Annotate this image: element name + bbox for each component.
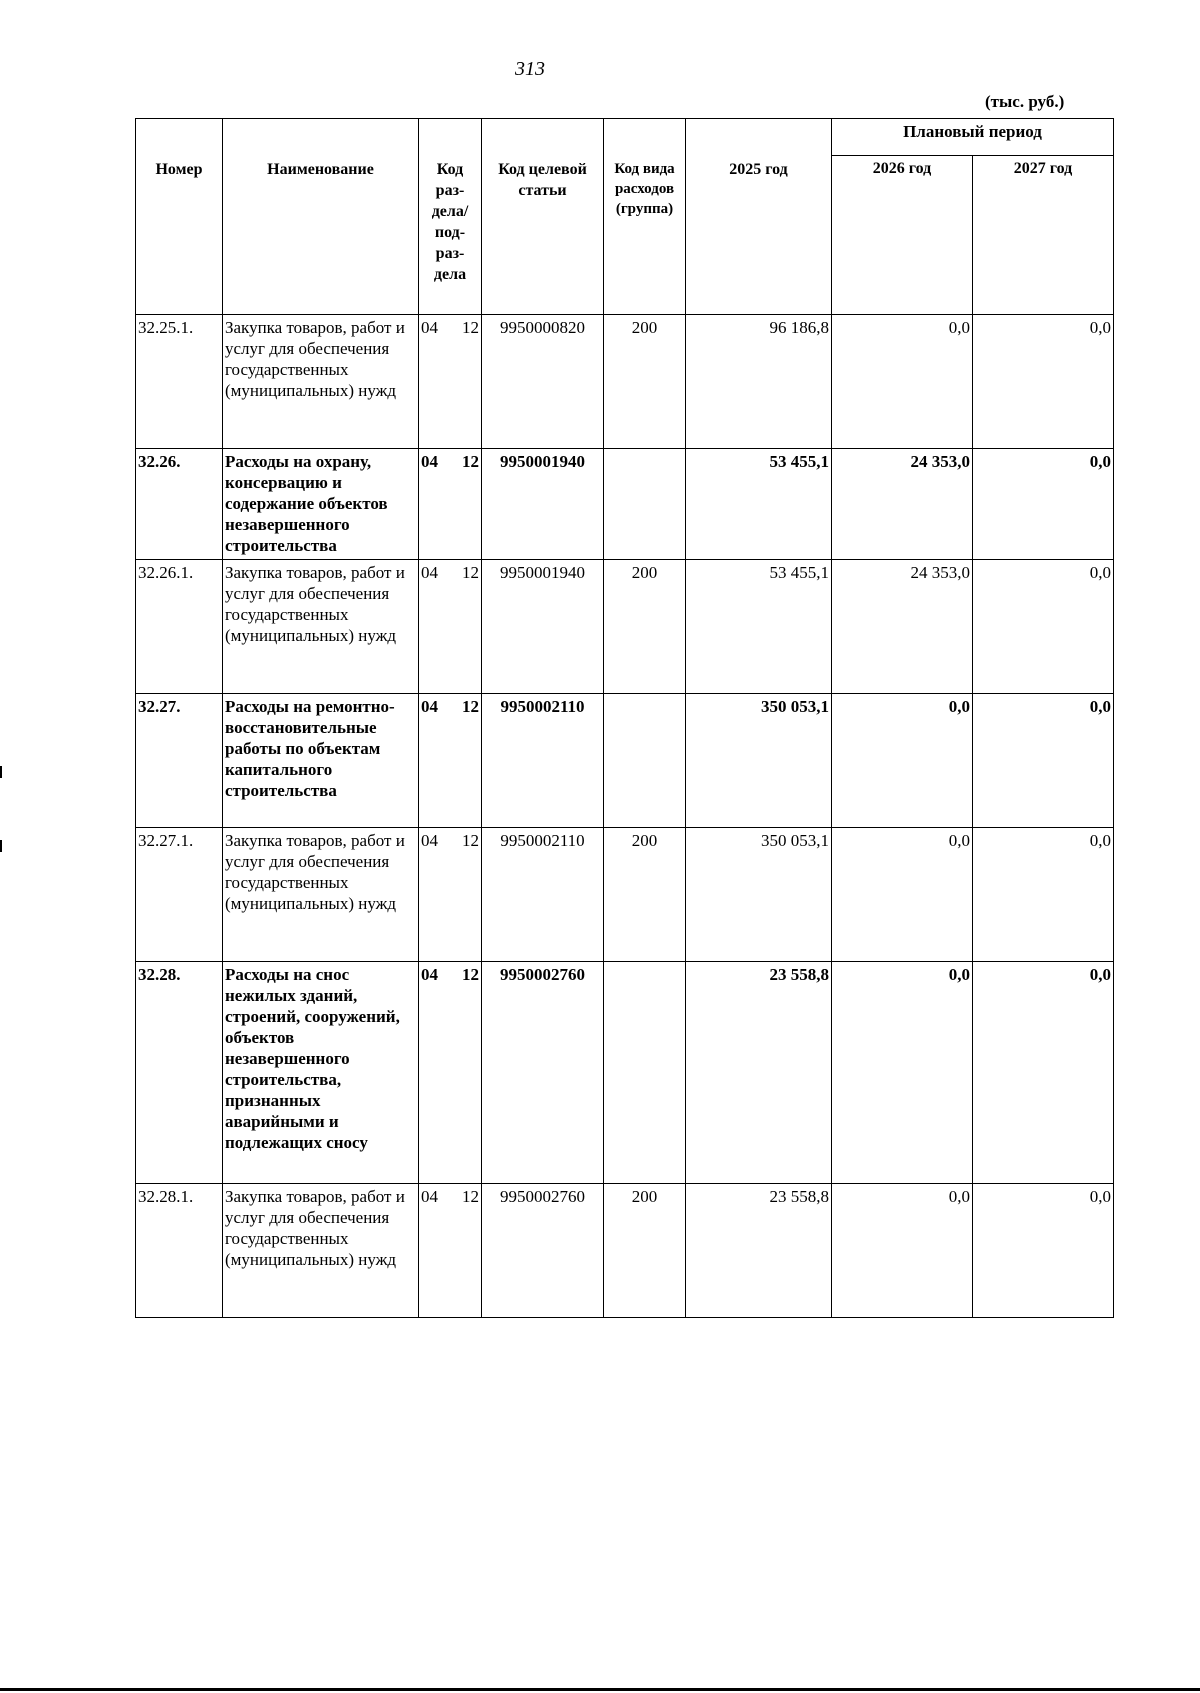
row-section-code	[419, 449, 482, 560]
row-name: Закупка товаров, работ и услуг для обеспечения государственных (муниципальных) нужд	[223, 560, 419, 694]
header-section-code: Код раз-дела/ под-раз-дела	[419, 119, 482, 315]
row-section: 04	[421, 452, 438, 471]
row-section: 04	[421, 563, 438, 582]
row-year-2025: 350 053,1	[686, 694, 832, 828]
header-year-2025: 2025 год	[686, 119, 832, 315]
table-row	[136, 828, 1114, 962]
row-expense-type: 200	[604, 828, 686, 962]
scan-edge-mark	[0, 766, 2, 778]
row-number: 32.28.1.	[136, 1184, 223, 1318]
row-expense-type	[604, 449, 686, 560]
row-expense-type	[604, 694, 686, 828]
row-name: Расходы на охрану, консервацию и содержание объектов незавершенного строительства	[223, 449, 419, 560]
row-section: 04	[421, 1187, 438, 1206]
row-year-2027: 0,0	[973, 694, 1114, 828]
row-target-code: 9950002760	[482, 962, 604, 1184]
row-year-2026: 24 353,0	[832, 560, 973, 694]
row-year-2025: 53 455,1	[686, 560, 832, 694]
row-number: 32.25.1.	[136, 315, 223, 449]
table-row	[136, 694, 1114, 828]
row-expense-type: 200	[604, 315, 686, 449]
row-number: 32.27.1.	[136, 828, 223, 962]
row-year-2026: 0,0	[832, 962, 973, 1184]
row-subsection: 12	[462, 831, 479, 850]
header-year-2026: 2026 год	[832, 156, 973, 315]
table-row	[136, 962, 1114, 1184]
row-section: 04	[421, 318, 438, 337]
row-year-2025: 53 455,1	[686, 449, 832, 560]
row-section-code	[419, 962, 482, 1184]
row-target-code: 9950001940	[482, 560, 604, 694]
row-number: 32.26.	[136, 449, 223, 560]
row-section-code	[419, 694, 482, 828]
page-number: 313	[515, 58, 545, 80]
row-year-2027: 0,0	[973, 1184, 1114, 1318]
units-label: (тыс. руб.)	[985, 92, 1065, 111]
row-section-code	[419, 315, 482, 449]
row-year-2026: 0,0	[832, 694, 973, 828]
row-subsection: 12	[462, 1187, 479, 1206]
row-section-code	[419, 828, 482, 962]
row-year-2026: 0,0	[832, 315, 973, 449]
row-number: 32.27.	[136, 694, 223, 828]
row-section-code	[419, 560, 482, 694]
scan-edge-mark	[0, 840, 2, 852]
scan-bottom-edge	[0, 1688, 1200, 1691]
table-body	[136, 315, 1114, 1318]
row-target-code: 9950002760	[482, 1184, 604, 1318]
table-header-row	[136, 119, 1114, 156]
row-section: 04	[421, 965, 438, 984]
row-year-2027: 0,0	[973, 828, 1114, 962]
header-year-2027: 2027 год	[973, 156, 1114, 315]
table-row	[136, 449, 1114, 560]
row-year-2026: 0,0	[832, 828, 973, 962]
row-section: 04	[421, 831, 438, 850]
row-section-code	[419, 1184, 482, 1318]
row-section: 04	[421, 697, 438, 716]
row-target-code: 9950001940	[482, 449, 604, 560]
row-name: Расходы на снос нежилых зданий, строений, сооружений, объектов незавершенного строительства, признанных аварийными и подлежащих сносу	[223, 962, 419, 1184]
row-target-code: 9950002110	[482, 694, 604, 828]
row-name: Закупка товаров, работ и услуг для обеспечения государственных (муниципальных) нужд	[223, 1184, 419, 1318]
header-plan-period: Плановый период	[832, 119, 1114, 156]
row-year-2027: 0,0	[973, 962, 1114, 1184]
row-name: Закупка товаров, работ и услуг для обеспечения государственных (муниципальных) нужд	[223, 315, 419, 449]
row-subsection: 12	[462, 697, 479, 716]
table-row	[136, 1184, 1114, 1318]
row-expense-type: 200	[604, 1184, 686, 1318]
row-target-code: 9950002110	[482, 828, 604, 962]
row-year-2027: 0,0	[973, 449, 1114, 560]
row-year-2027: 0,0	[973, 560, 1114, 694]
row-name: Расходы на ремонтно-восстановительные работы по объектам капитального строительства	[223, 694, 419, 828]
table-row	[136, 315, 1114, 449]
row-number: 32.28.	[136, 962, 223, 1184]
row-number: 32.26.1.	[136, 560, 223, 694]
row-subsection: 12	[462, 318, 479, 337]
header-target-code: Код целевой статьи	[482, 119, 604, 315]
row-subsection: 12	[462, 965, 479, 984]
row-year-2025: 96 186,8	[686, 315, 832, 449]
row-subsection: 12	[462, 452, 479, 471]
row-subsection: 12	[462, 563, 479, 582]
row-expense-type: 200	[604, 560, 686, 694]
header-number: Номер	[136, 119, 223, 315]
row-expense-type	[604, 962, 686, 1184]
header-expense-type: Код вида расходов (группа)	[604, 119, 686, 315]
row-target-code: 9950000820	[482, 315, 604, 449]
header-name: Наименование	[223, 119, 419, 315]
row-year-2025: 350 053,1	[686, 828, 832, 962]
table-row	[136, 560, 1114, 694]
row-name: Закупка товаров, работ и услуг для обеспечения государственных (муниципальных) нужд	[223, 828, 419, 962]
row-year-2026: 24 353,0	[832, 449, 973, 560]
row-year-2025: 23 558,8	[686, 962, 832, 1184]
row-year-2025: 23 558,8	[686, 1184, 832, 1318]
row-year-2026: 0,0	[832, 1184, 973, 1318]
budget-table	[135, 118, 1114, 1318]
row-year-2027: 0,0	[973, 315, 1114, 449]
